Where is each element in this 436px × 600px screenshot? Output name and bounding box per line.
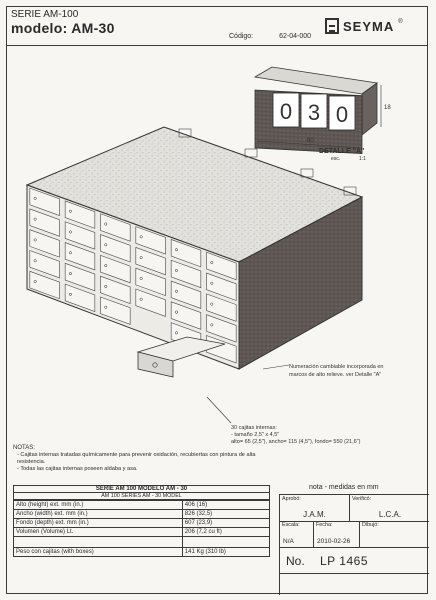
callouts: [207, 364, 383, 445]
spec-title: SERIE AM 100 MODELO AM - 30: [14, 486, 269, 493]
approved-label: Aprobó:: [282, 496, 301, 502]
spec-table: [13, 485, 270, 557]
series-title: SERIE AM-100: [11, 9, 79, 20]
table-row: [14, 528, 269, 537]
number-plate: [273, 93, 355, 130]
spec-subtitle: AM 100 SERIES AM - 30 MODEL: [14, 493, 269, 500]
units-note: nota - medidas en mm: [309, 484, 379, 491]
numeracion-callout-1: Numeración cambiable incorporada en: [289, 364, 384, 370]
code-label: Código:: [229, 33, 254, 40]
scale-value: N/A: [283, 538, 294, 545]
approved-by: J.A.M.: [303, 510, 326, 519]
digit-2: 3: [307, 100, 321, 125]
technical-drawing: [7, 47, 427, 447]
date-value: 2010-02-26: [317, 538, 351, 545]
brand-name: SEYMA: [343, 18, 395, 34]
spec-value: 206 (7,2 cu ft): [182, 528, 269, 537]
table-row: [14, 519, 269, 528]
height-dim: 18: [384, 105, 391, 111]
table-row: [14, 548, 269, 557]
notes-title: NOTAS:: [13, 445, 35, 451]
spec-value: 826 (32,5): [182, 510, 269, 519]
title-block: [279, 494, 429, 595]
code-field: [229, 33, 311, 40]
detail-title: DETALLE "A": [319, 148, 365, 155]
lock-logo-icon: [325, 18, 339, 34]
code-value: 62-04-000: [279, 33, 312, 40]
digit-1: 0: [279, 99, 293, 124]
spec-value: 607 (23,9): [182, 519, 269, 528]
header-divider: [7, 45, 427, 46]
cajitas-callout-3: alto= 65 (2,5"), ancho= 115 (4,5"), fondo= 550 (21,6"): [231, 439, 361, 445]
title-header: [11, 9, 115, 36]
notes-section: [13, 445, 263, 473]
spec-label: Ancho (width) ext. mm (in.): [14, 510, 182, 519]
numeracion-callout-2: marcos de alto relieve. ver Detalle "A": [289, 372, 382, 378]
detail-scale-label: esc.: [331, 156, 341, 162]
detail-a-view: [255, 67, 391, 162]
doc-number: LP 1465: [320, 554, 368, 568]
cajitas-callout-2: - tamaño 2,5" x 4,5": [231, 432, 280, 438]
weight-value: 141 Kg (310 lb): [182, 548, 269, 557]
spec-label: Alto (height) ext. mm (in.): [14, 501, 182, 510]
note-item: - Cajitas internas tratadas químicamente para prevenir oxidación, recubiertas con pintura de alta resistencia.: [17, 452, 256, 465]
verified-by: L.C.A.: [378, 510, 402, 519]
weight-label: Peso con cajitas (with boxes): [14, 548, 182, 557]
drawing-sheet: [6, 6, 428, 594]
scale-label: Escala:: [282, 522, 300, 528]
note-item: - Todas las cajitas internas poseen aldaba y asa.: [17, 466, 138, 472]
date-label: Fecha:: [316, 522, 333, 528]
drawn-label: Dibujó:: [362, 522, 379, 528]
table-row: [14, 510, 269, 519]
spec-label: Fondo (depth) ext. mm (in.): [14, 519, 182, 528]
spec-value: 406 (16): [182, 501, 269, 510]
cajitas-callout-1: 30 cajitas internas:: [231, 425, 277, 431]
detail-scale: 1:1: [359, 156, 366, 162]
doc-number-label: No.: [286, 554, 305, 568]
registered-mark: ®: [398, 19, 403, 25]
verified-label: Verificó:: [352, 496, 372, 502]
model-title: modelo: AM-30: [11, 20, 115, 36]
spec-label: Volumen (Volume) Lt.: [14, 528, 182, 537]
brand-logo: [325, 9, 425, 43]
digit-3: 0: [335, 102, 349, 127]
width-dim: 60: [307, 138, 314, 144]
table-row: [14, 501, 269, 510]
table-row: [14, 537, 269, 548]
